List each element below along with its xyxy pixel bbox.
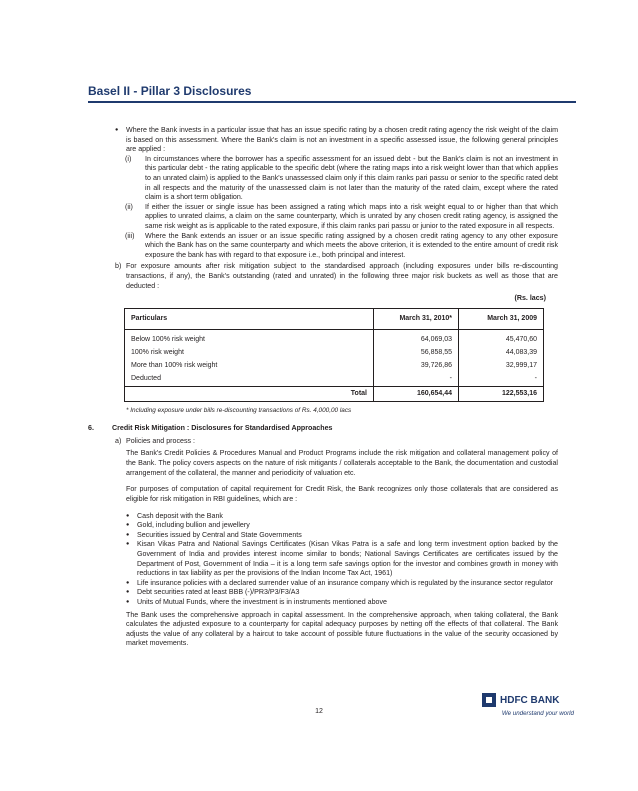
- logo-name: HDFC BANK: [500, 694, 560, 706]
- alpha-marker: b): [115, 262, 122, 271]
- table-cell: 64,069,03: [374, 329, 459, 347]
- collateral-bullet: ● Life insurance policies with a declared surrender value of an insurance company which is regulated by the insurance sector regulator: [88, 579, 558, 589]
- section-number: 6.: [88, 424, 94, 433]
- collateral-bullet: ● Debt securities rated at least BBB (-)/PR3/P3/F3/A3: [88, 588, 558, 598]
- roman-text: Where the Bank extends an issuer or an issue specific rating assigned by a chosen credit rating agency to any other exposure which the Bank has on the same counterparty and which meets the above criterion, it is extended to the entire amount of credit risk exposure the bank has with regard to that exposure i.e., both principal and interest.: [145, 231, 558, 259]
- item-b: [88, 262, 558, 291]
- intro-bullet: ● Where the Bank invests in a particular issue that has an issue specific rating by a chosen credit rating agency the risk weight of the claim is based on this assessment. Where the Bank's claim is not an investment in a specific assessed issue, the following general principles are applied :: [88, 126, 558, 155]
- table-row: [125, 329, 544, 347]
- table-header-particulars: Particulars: [125, 308, 374, 329]
- logo-tagline: We understand your world: [501, 710, 574, 717]
- document-body: [88, 126, 558, 656]
- table-cell: 45,470,60: [459, 329, 544, 347]
- table-row: [125, 360, 544, 373]
- table-header-row: [125, 308, 544, 329]
- alpha-marker: a): [115, 436, 122, 445]
- roman-item-1: [88, 155, 558, 203]
- table-cell: More than 100% risk weight: [131, 362, 218, 370]
- table-cell: -: [459, 373, 544, 387]
- collateral-bullet: ● Gold, including bullion and jewellery: [88, 521, 558, 531]
- table-total-2009: 122,553,16: [459, 386, 544, 401]
- roman-marker: (i): [125, 154, 132, 163]
- section-title: Credit Risk Mitigation : Disclosures for Standardised Approaches: [112, 424, 333, 433]
- table-cell: 39,726,86: [374, 360, 459, 373]
- risk-bucket-table: [124, 308, 544, 402]
- collateral-bullet: ● Securities issued by Central and State Governments: [88, 531, 558, 541]
- table-row: [125, 373, 544, 387]
- hdfc-logo-icon: [482, 693, 496, 707]
- page-number: 12: [315, 708, 323, 715]
- table-cell: 56,858,55: [374, 347, 459, 360]
- table-header-2010: March 31, 2010*: [374, 308, 459, 329]
- collateral-bullet: ● Units of Mutual Funds, where the investment is in instruments mentioned above: [88, 598, 558, 608]
- collateral-paragraph: For purposes of computation of capital requirement for Credit Risk, the Bank recognizes only those collaterals that are considered as eligible for risk mitigation in RBI guidelines, which are :: [126, 485, 558, 503]
- table-total-2010: 160,654,44: [374, 386, 459, 401]
- table-cell: 100% risk weight: [131, 349, 184, 357]
- header-rule: [88, 101, 576, 103]
- table-cell: 32,999,17: [459, 360, 544, 373]
- collateral-bullet: ● Kisan Vikas Patra and National Savings Certificates (Kisan Vikas Patra is a safe and long term investment option backed by the Government of India and provides interest income similar to bonds; National Savings Certificates are certificates issued by the Department of Post, Government of India – it is a long term safe savings option for the investor and combines growth in money with reductions in tax liability as per the provisions of the Indian Income Tax Act, 1961): [88, 540, 558, 578]
- roman-text: In circumstances where the borrower has a specific assessment for an issued debt - but the Bank's claim is not an investment in this particular debt - the rating applicable to the specific debt (where the rating maps into a risk weight lower than that which applies to an unrated claim) is applied to the Bank's unassessed claim only if this claim ranks pari passu or senior to the specific rated debt in all respects and the maturity of the unassessed claim is not later than the maturity of the rated claim, except where the rated claim is a short term obligation.: [145, 154, 558, 202]
- table-footnote: * Including exposure under bills re-discounting transactions of Rs. 4,000,00 lacs: [126, 406, 352, 414]
- units-label: (Rs. lacs): [514, 294, 546, 303]
- table-total-row: [125, 386, 544, 401]
- table-header-2009: March 31, 2009: [459, 308, 544, 329]
- table-cell: Deducted: [131, 375, 161, 383]
- policy-paragraph: The Bank's Credit Policies & Procedures Manual and Product Programs include the risk mitigation and collateral management policy of the Bank. The policy covers aspects on the nature of risk mitigants / collaterals acceptable to the Bank, the documentation and custodial arrangement of the collateral, the manner and periodicity of valuation etc.: [126, 449, 558, 477]
- roman-text: If either the issuer or single issue has been assigned a rating which maps into a risk weight equal to or higher than that which applies to unrated claims, a claim on the same counterparty, which is unrated by any chosen credit rating agency, is assigned the same risk weight as is applicable to the rated exposure, if this claim ranks pari passu or junior to the rated exposure in all respects.: [145, 202, 558, 230]
- table-row: [125, 347, 544, 360]
- roman-marker: (iii): [125, 231, 135, 240]
- item-a: [88, 437, 558, 447]
- table-cell: 44,083,39: [459, 347, 544, 360]
- page-header-title: Basel II - Pillar 3 Disclosures: [88, 84, 252, 98]
- hdfc-logo: [482, 693, 574, 717]
- roman-item-2: [88, 203, 558, 232]
- table-total-label: Total: [125, 386, 374, 401]
- table-cell: -: [374, 373, 459, 387]
- roman-marker: (ii): [125, 202, 133, 211]
- alpha-text: For exposure amounts after risk mitigation subject to the standardised approach (including exposures under bills re-discounting transactions, if any), the Bank's outstanding (rated and unrated) in the following three major risk buckets as well as those that are deducted :: [126, 262, 558, 290]
- table-cell: Below 100% risk weight: [131, 336, 205, 344]
- section-6-heading: [88, 424, 558, 434]
- alpha-text: Policies and process :: [126, 436, 196, 445]
- approach-paragraph: The Bank uses the comprehensive approach in capital assessment. In the comprehensive approach, when taking collateral, the Bank calculates the adjusted exposure to a counterparty for capital adequacy purposes by netting off the effects of that collateral. The Bank adjusts the value of any collateral by a haircut to take account of possible future fluctuations in the value of the security occasioned by market movements.: [126, 610, 558, 648]
- collateral-bullet: ● Cash deposit with the Bank: [88, 512, 558, 522]
- roman-item-3: [88, 232, 558, 261]
